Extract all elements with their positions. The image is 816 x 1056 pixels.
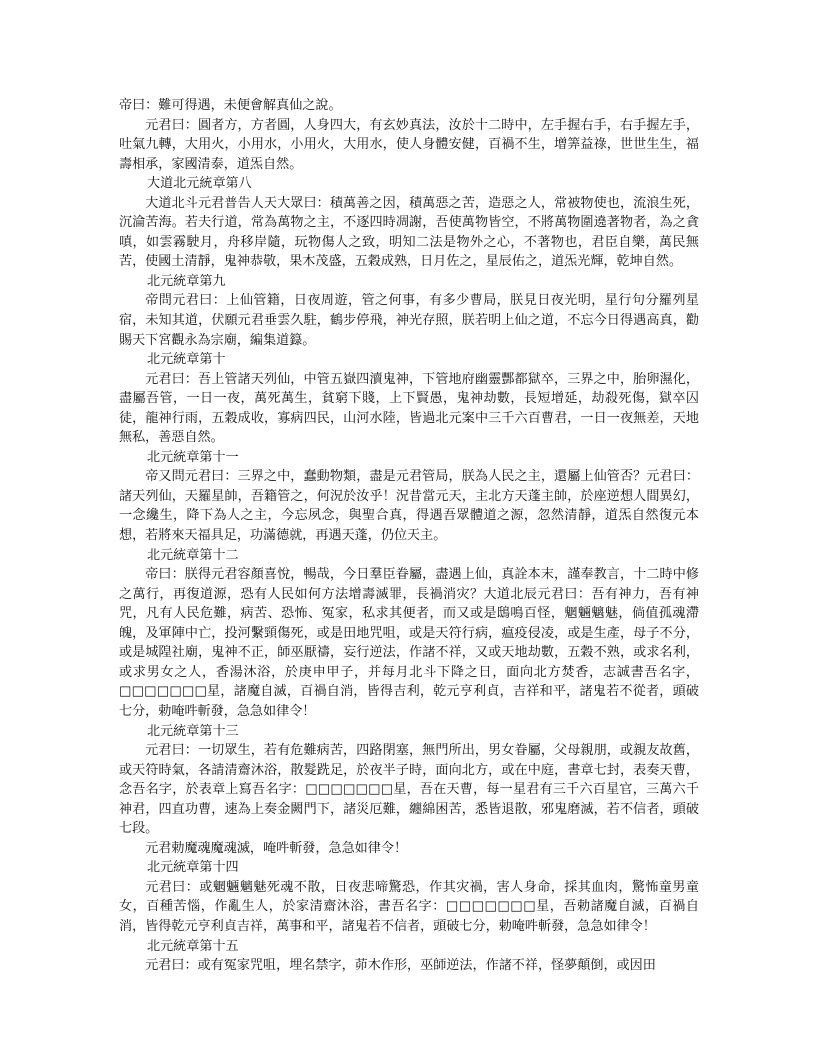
paragraph: 元君曰：吾上管諸天列仙，中管五嶽四瀆鬼神，下管地府幽靈酆都獄卒，三界之中，胎卵濕化，盡屬吾管，一日一夜，萬死萬生，貧窮下賤，上下賢愚，鬼神劫數，長短增延，劫殺死傷，獄卒囚徒，龍神行雨，五穀成收，寡病四民，山河水陸，皆過北元案中三千六百曹君，一日一夜無差，天地無私，善惡自然。 <box>119 371 699 446</box>
chapter-heading: 大道北元統章第八 <box>147 176 252 192</box>
chapter-heading: 北元統章第十一 <box>147 449 239 465</box>
paragraph: 帝曰：難可得遇，未便會解真仙之說。 <box>119 98 342 113</box>
paragraph: 元君曰：或魍魎魑魅死魂不散，日夜悲啼驚恐，作其灾禍，害人身命，採其血肉，驚怖童男童女，百種苦惱，作亂生人，於家清齋沐浴，書吾名字：□□□□□□□星，吾勅諸魔自滅，百禍自消，皆得乾元亨利貞吉祥，萬事和平，諸鬼若不信者，頭破七分，勅唵吽斬發，急急如律令！ <box>119 879 699 934</box>
chapter-heading: 北元統章第十二 <box>147 547 239 563</box>
paragraph: 元君曰：一切眾生，若有危難病苦，四路閉塞，無門所出，男女眷屬，父母親朋，或親友故舊，或天符時氣，各請清齋沐浴，散髮跣足，於夜半子時，面向北方，或在中庭，書章七封，表奏天曹，念吾名字，於表章上寫吾名字：□□□□□□□星，吾在天曹，每一星君有三千六百星官，三萬六千神君，四直功曹，速為上奏金闕門下，諸災厄難，纏綿困苦，悉皆退散，邪鬼磨滅，若不信者，頭破七段。 <box>119 743 699 837</box>
scripture-text <box>119 96 699 976</box>
paragraph: 元君勅魔魂魔魂滅，唵吽斬發，急急如律令！ <box>145 840 408 856</box>
chapter-heading: 北元統章第九 <box>147 273 226 289</box>
paragraph: 帝曰：朕得元君容顏喜悅，暢哉，今日羣臣眷屬，盡遇上仙，真詮本末，謹奉教言，十二時中修之萬行，再復道源，恐有人民如何方法增壽滅罪，長禍消灾？大道北辰元君曰：吾有神力，吾有神咒，凡有人民危難，病苦、恐怖、冤家，私求其便者，而又或是鴟鳴百怪，魍魎魑魅，倘值孤魂滯魄，及軍陣中亡，投河繫頸傷死，或是田地咒咀，或是天符行病，瘟疫侵凌，或是生產，母子不分，或是城隍社廟，鬼神不正，師巫厭禱，妄行逆法，作諸不祥，又或天地劫數，五穀不熟，或求名利，或求男女之人，香湯沐浴，於庚申甲子，并每月北斗下降之日，面向北方焚香，志誠書吾名字，□□□□□□□星，諸魔自滅，百禍自消，皆得吉利，乾元亨利貞，吉祥和平，諸鬼若不從者，頭破七分，勅唵吽斬發，急急如律令！ <box>119 567 699 719</box>
chapter-heading: 北元統章第十四 <box>147 860 239 876</box>
chapter-heading: 北元統章第十 <box>147 352 226 368</box>
paragraph: 元君曰：圓者方，方者圓，人身四大，有玄妙真法，汝於十二時中，左手握右手，右手握左手，吐氣九轉，大用火，小用水，小用火，大用水，使人身體安健，百禍不生，增筭益祿，世世生生，福壽相承，家國清泰，道炁自然。 <box>119 117 699 172</box>
paragraph: 大道北斗元君普告人天大眾曰：積萬善之因，積萬惡之苦，造惡之人，常被物使也，流浪生死，沉淪苦海。若夫行道，常為萬物之主，不逐四時凋謝，吾使萬物皆空，不將萬物圍遶著物者，為之貪嗔，如雲霧駛月，舟移岸隨，玩物傷人之致，明知二法是物外之心，不著物也，君臣自樂，萬民無苦，使國土清靜，鬼神恭敬，果木茂盛，五穀成熟，日月佐之，星辰佑之，道炁光輝，乾坤自然。 <box>119 195 699 270</box>
paragraph: 元君曰：或有冤家咒咀，埋名禁字，茆木作形，巫師逆法，作諸不祥，怪夢顛倒，或因田 <box>145 958 656 974</box>
chapter-heading: 北元統章第十五 <box>147 938 239 954</box>
chapter-heading: 北元統章第十三 <box>147 723 239 739</box>
paragraph: 帝問元君曰：上仙管籍，日夜周遊，管之何事，有多少曹局，朕見日夜光明，星行句分羅列星宿，未知其道，伏願元君垂雲久駐，鶴步停飛，神光存照，朕若明上仙之道，不忘今日得遇高真，勸賜天下宮觀永為宗廟，編集道籙。 <box>119 293 699 348</box>
paragraph: 帝又問元君曰：三界之中，蠢動物類，盡是元君管局，朕為人民之主，還屬上仙管否？元君曰：諸天列仙，天羅星帥，吾籍管之，何況於汝乎！況昔當元天，主北方天蓬主帥，於座逆想人間異幻，一念纔生，降下為人之主，今忘夙念，與聖合真，得遇吾眾體道之源，忽然清靜，道炁自然復元本想，若將來天福具足，功滿德就，再遇天蓬，仍位天主。 <box>119 469 699 544</box>
